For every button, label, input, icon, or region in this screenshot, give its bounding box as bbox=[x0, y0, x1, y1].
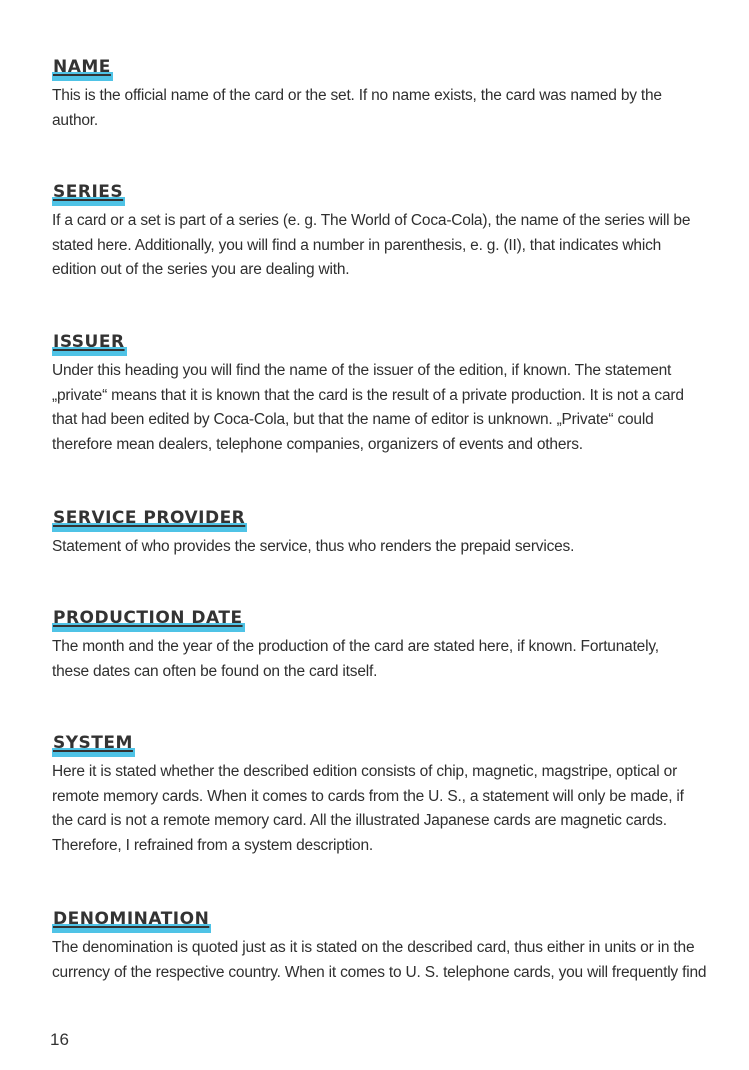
section-series bbox=[52, 181, 702, 283]
body-line: „private“ means that it is known that the card is the result of a private production. It is not a card bbox=[52, 386, 684, 404]
body-line: If a card or a set is part of a series (e. g. The World of Coca-Cola), the name of the series will be bbox=[52, 212, 691, 229]
section-body bbox=[52, 760, 702, 858]
section-body bbox=[52, 209, 702, 283]
section-heading: SERIES bbox=[53, 182, 124, 202]
section-body bbox=[52, 84, 702, 133]
section-heading: PRODUCTION DATE bbox=[53, 608, 243, 628]
section-system bbox=[52, 732, 702, 858]
section-heading: SERVICE PROVIDER bbox=[53, 508, 246, 528]
section-denomination bbox=[52, 908, 707, 985]
body-line: author. bbox=[52, 111, 99, 129]
body-line: edition out of the series you are dealing with. bbox=[52, 261, 350, 278]
body-line: therefore mean dealers, telephone companies, organizers of events and others. bbox=[52, 435, 583, 453]
section-issuer bbox=[52, 331, 702, 457]
body-line: currency of the respective country. When it comes to U. S. telephone cards, you will frequently find bbox=[52, 963, 707, 981]
body-line: Statement of who provides the service, thus who renders the prepaid services. bbox=[52, 538, 575, 555]
body-line: stated here. Additionally, you will find a number in parenthesis, e. g. (II), that indicates which bbox=[52, 236, 662, 254]
section-heading: ISSUER bbox=[53, 332, 125, 352]
page-number: 16 bbox=[50, 1030, 69, 1049]
section-name bbox=[52, 56, 702, 133]
section-service-provider bbox=[52, 507, 702, 560]
body-line: This is the official name of the card or the set. If no name exists, the card was named by the bbox=[52, 87, 662, 104]
body-line: these dates can often be found on the card itself. bbox=[52, 662, 378, 680]
body-line: The month and the year of the production of the card are stated here, if known. Fortunately, bbox=[52, 638, 659, 655]
body-line: Here it is stated whether the described edition consists of chip, magnetic, magstripe, optical or bbox=[52, 763, 678, 780]
section-body bbox=[52, 635, 702, 684]
body-line: the card is not a remote memory card. All the illustrated Japanese cards are magnetic cards. bbox=[52, 812, 667, 829]
section-body bbox=[52, 359, 702, 457]
body-line: that had been edited by Coca-Cola, but that the name of editor is unknown. „Private“ could bbox=[52, 411, 654, 428]
section-body bbox=[52, 936, 707, 985]
section-heading: SYSTEM bbox=[53, 733, 133, 753]
section-body bbox=[52, 535, 702, 560]
body-line: The denomination is quoted just as it is stated on the described card, thus either in units or in the bbox=[52, 939, 695, 956]
body-line: Under this heading you will find the name of the issuer of the edition, if known. The statement bbox=[52, 362, 672, 379]
section-heading: DENOMINATION bbox=[53, 909, 210, 929]
section-production-date bbox=[52, 607, 702, 684]
body-line: Therefore, I refrained from a system description. bbox=[52, 836, 373, 854]
body-line: remote memory cards. When it comes to cards from the U. S., a statement will only be made, if bbox=[52, 787, 684, 805]
section-heading: NAME bbox=[53, 57, 111, 77]
